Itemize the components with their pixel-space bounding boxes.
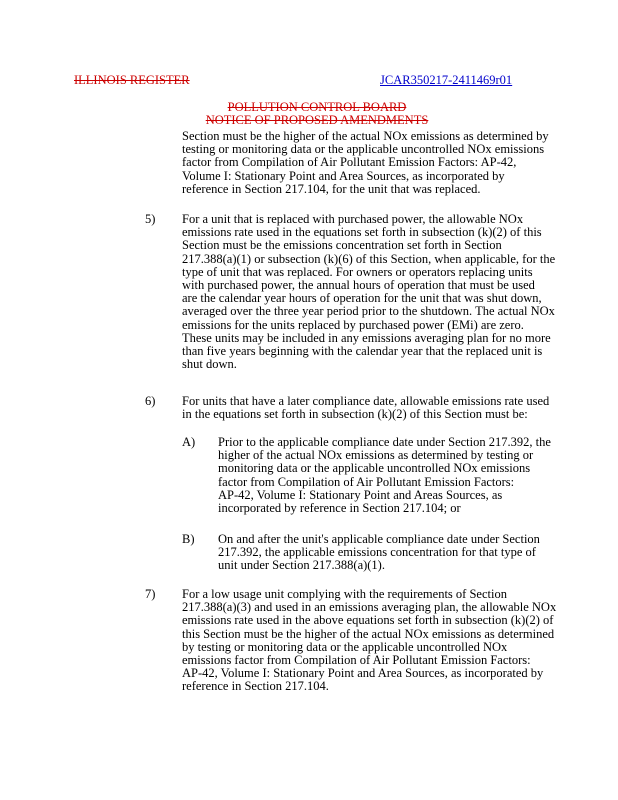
text-line: These units may be included in any emissions averaging plan for no more <box>182 330 551 345</box>
text-line: with purchased power, the annual hours of operation that must be used <box>182 278 535 293</box>
text-line: monitoring data or the applicable uncontrolled NOx emissions <box>218 461 531 476</box>
text-line: Section must be the emissions concentration set forth in Section <box>182 238 502 253</box>
text-line: testing or monitoring data or the applicable uncontrolled NOx emissions <box>182 142 545 157</box>
text-line: Volume I: Stationary Point and Area Sources, as incorporated by <box>182 168 505 183</box>
text-line: factor from Compilation of Air Pollutant Emission Factors: AP-42, <box>182 155 517 170</box>
text-line: than five years beginning with the calendar year that the replaced unit is <box>182 344 543 359</box>
jcar-code: JCAR350217-2411469r01 <box>380 73 513 87</box>
subitem-letter: A) <box>182 435 196 449</box>
text-line: emissions rate used in the equations set forth in subsection (k)(2) of this <box>182 225 542 240</box>
text-line: by testing or monitoring data or the applicable uncontrolled NOx <box>182 639 508 654</box>
text-line: emissions factor from Compilation of Air Pollutant Emission Factors: <box>182 653 531 668</box>
text-line: Prior to the applicable compliance date under Section 217.392, the <box>218 435 551 449</box>
agency-name: POLLUTION CONTROL BOARD <box>227 100 407 114</box>
text-line: unit under Section 217.388(a)(1). <box>218 558 385 573</box>
text-line: emissions rate used in the above equations set forth in subsection (k)(2) of <box>182 613 554 628</box>
text-line: higher of the actual NOx emissions as determined by testing or <box>218 448 534 463</box>
item-6b-paragraph <box>218 533 540 573</box>
text-line: AP-42, Volume I: Stationary Point and Areas Sources, as <box>218 487 503 502</box>
text-line: Section must be the higher of the actual NOx emissions as determined by <box>182 129 549 143</box>
text-line: 217.388(a)(1) or subsection (k)(6) of this Section, when applicable, for the <box>182 251 556 266</box>
item-5-paragraph <box>182 213 555 371</box>
text-line: AP-42, Volume I: Stationary Point and Area Sources, as incorporated by <box>182 666 544 681</box>
text-line: reference in Section 217.104, for the unit that was replaced. <box>182 181 481 196</box>
text-line: 217.388(a)(3) and used in an emissions averaging plan, the allowable NOx <box>182 600 557 615</box>
item-6a-paragraph <box>218 436 551 515</box>
notice-title: NOTICE OF PROPOSED AMENDMENTS <box>205 113 429 127</box>
item-number: 6) <box>145 394 156 408</box>
item-7-paragraph <box>182 588 556 694</box>
text-line: For a low usage unit complying with the requirements of Section <box>182 587 507 601</box>
text-line: For units that have a later compliance date, allowable emissions rate used <box>182 394 550 408</box>
item-6-paragraph <box>182 395 549 421</box>
text-line: shut down. <box>182 357 237 372</box>
text-line: averaged over the three year period prior to the shutdown. The actual NOx <box>182 304 555 319</box>
text-line: emissions for the units replaced by purchased power (EMi) are zero. <box>182 317 524 332</box>
text-line: are the calendar year hours of operation for the unit that was shut down, <box>182 291 542 306</box>
text-line: On and after the unit's applicable compliance date under Section <box>218 532 540 546</box>
item-number: 7) <box>145 587 156 601</box>
text-line: 217.392, the applicable emissions concentration for that type of <box>218 545 536 560</box>
text-line: incorporated by reference in Section 217.104; or <box>218 501 461 516</box>
text-line: type of unit that was replaced. For owners or operators replacing units <box>182 264 533 279</box>
text-line: reference in Section 217.104. <box>182 679 329 694</box>
subitem-letter: B) <box>182 532 195 546</box>
register-title: ILLINOIS REGISTER <box>74 73 190 87</box>
item-number: 5) <box>145 212 156 226</box>
text-line: factor from Compilation of Air Pollutant Emission Factors: <box>218 474 515 489</box>
text-line: this Section must be the higher of the actual NOx emissions as determined <box>182 626 555 641</box>
text-line: in the equations set forth in subsection (k)(2) of this Section must be: <box>182 407 528 422</box>
continuation-paragraph <box>182 130 549 196</box>
text-line: For a unit that is replaced with purchased power, the allowable NOx <box>182 212 524 226</box>
